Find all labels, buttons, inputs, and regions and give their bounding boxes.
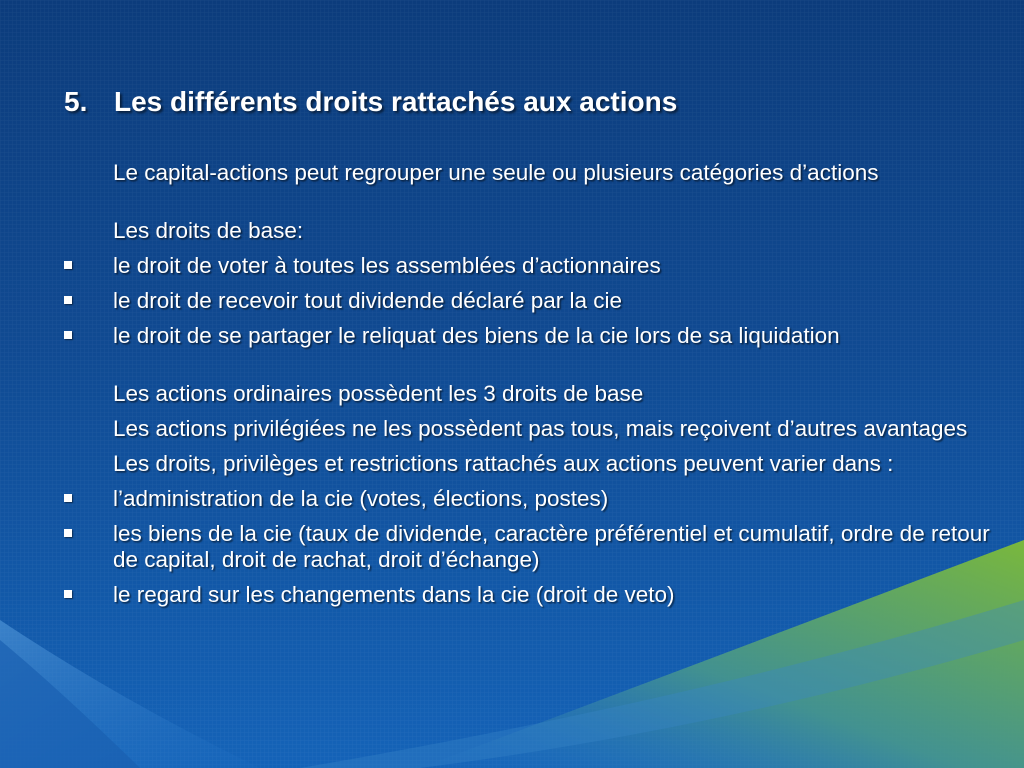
preferred-shares-paragraph: Les actions privilégiées ne les possèdent pas tous, mais reçoivent d’autres avantages (113, 416, 968, 441)
slide-body (113, 160, 1018, 608)
square-bullet-icon (64, 590, 72, 598)
square-bullet-icon (64, 529, 72, 537)
bullet-item (113, 521, 1018, 573)
square-bullet-icon (64, 494, 72, 502)
square-bullet-icon (64, 331, 72, 339)
slide-title (64, 86, 677, 118)
basic-rights-heading: Les droits de base: (113, 218, 304, 243)
variation-paragraph: Les droits, privilèges et restrictions rattachés aux actions peuvent varier dans : (113, 451, 894, 476)
bullet-text: le droit de recevoir tout dividende déclaré par la cie (113, 288, 623, 313)
bullet-text: le droit de voter à toutes les assemblées d’actionnaires (113, 253, 661, 278)
bullet-item (113, 323, 1018, 349)
square-bullet-icon (64, 261, 72, 269)
bullet-item (113, 582, 1018, 608)
title-number: 5. (64, 86, 88, 117)
bullet-item (113, 288, 1018, 314)
bullet-text: le regard sur les changements dans la cie (droit de veto) (113, 582, 675, 607)
square-bullet-icon (64, 296, 72, 304)
title-text: Les différents droits rattachés aux actions (114, 86, 678, 117)
bullet-item (113, 486, 1018, 512)
bullet-text: le droit de se partager le reliquat des biens de la cie lors de sa liquidation (113, 323, 840, 348)
bullet-item (113, 253, 1018, 279)
ordinary-shares-paragraph: Les actions ordinaires possèdent les 3 droits de base (113, 381, 644, 406)
intro-paragraph: Le capital-actions peut regrouper une seule ou plusieurs catégories d’actions (113, 160, 879, 185)
bullet-text: les biens de la cie (taux de dividende, caractère préférentiel et cumulatif, ordre de retour de capital, droit de rachat, droit d’échange) (113, 521, 990, 572)
bullet-text: l’administration de la cie (votes, élections, postes) (113, 486, 609, 511)
